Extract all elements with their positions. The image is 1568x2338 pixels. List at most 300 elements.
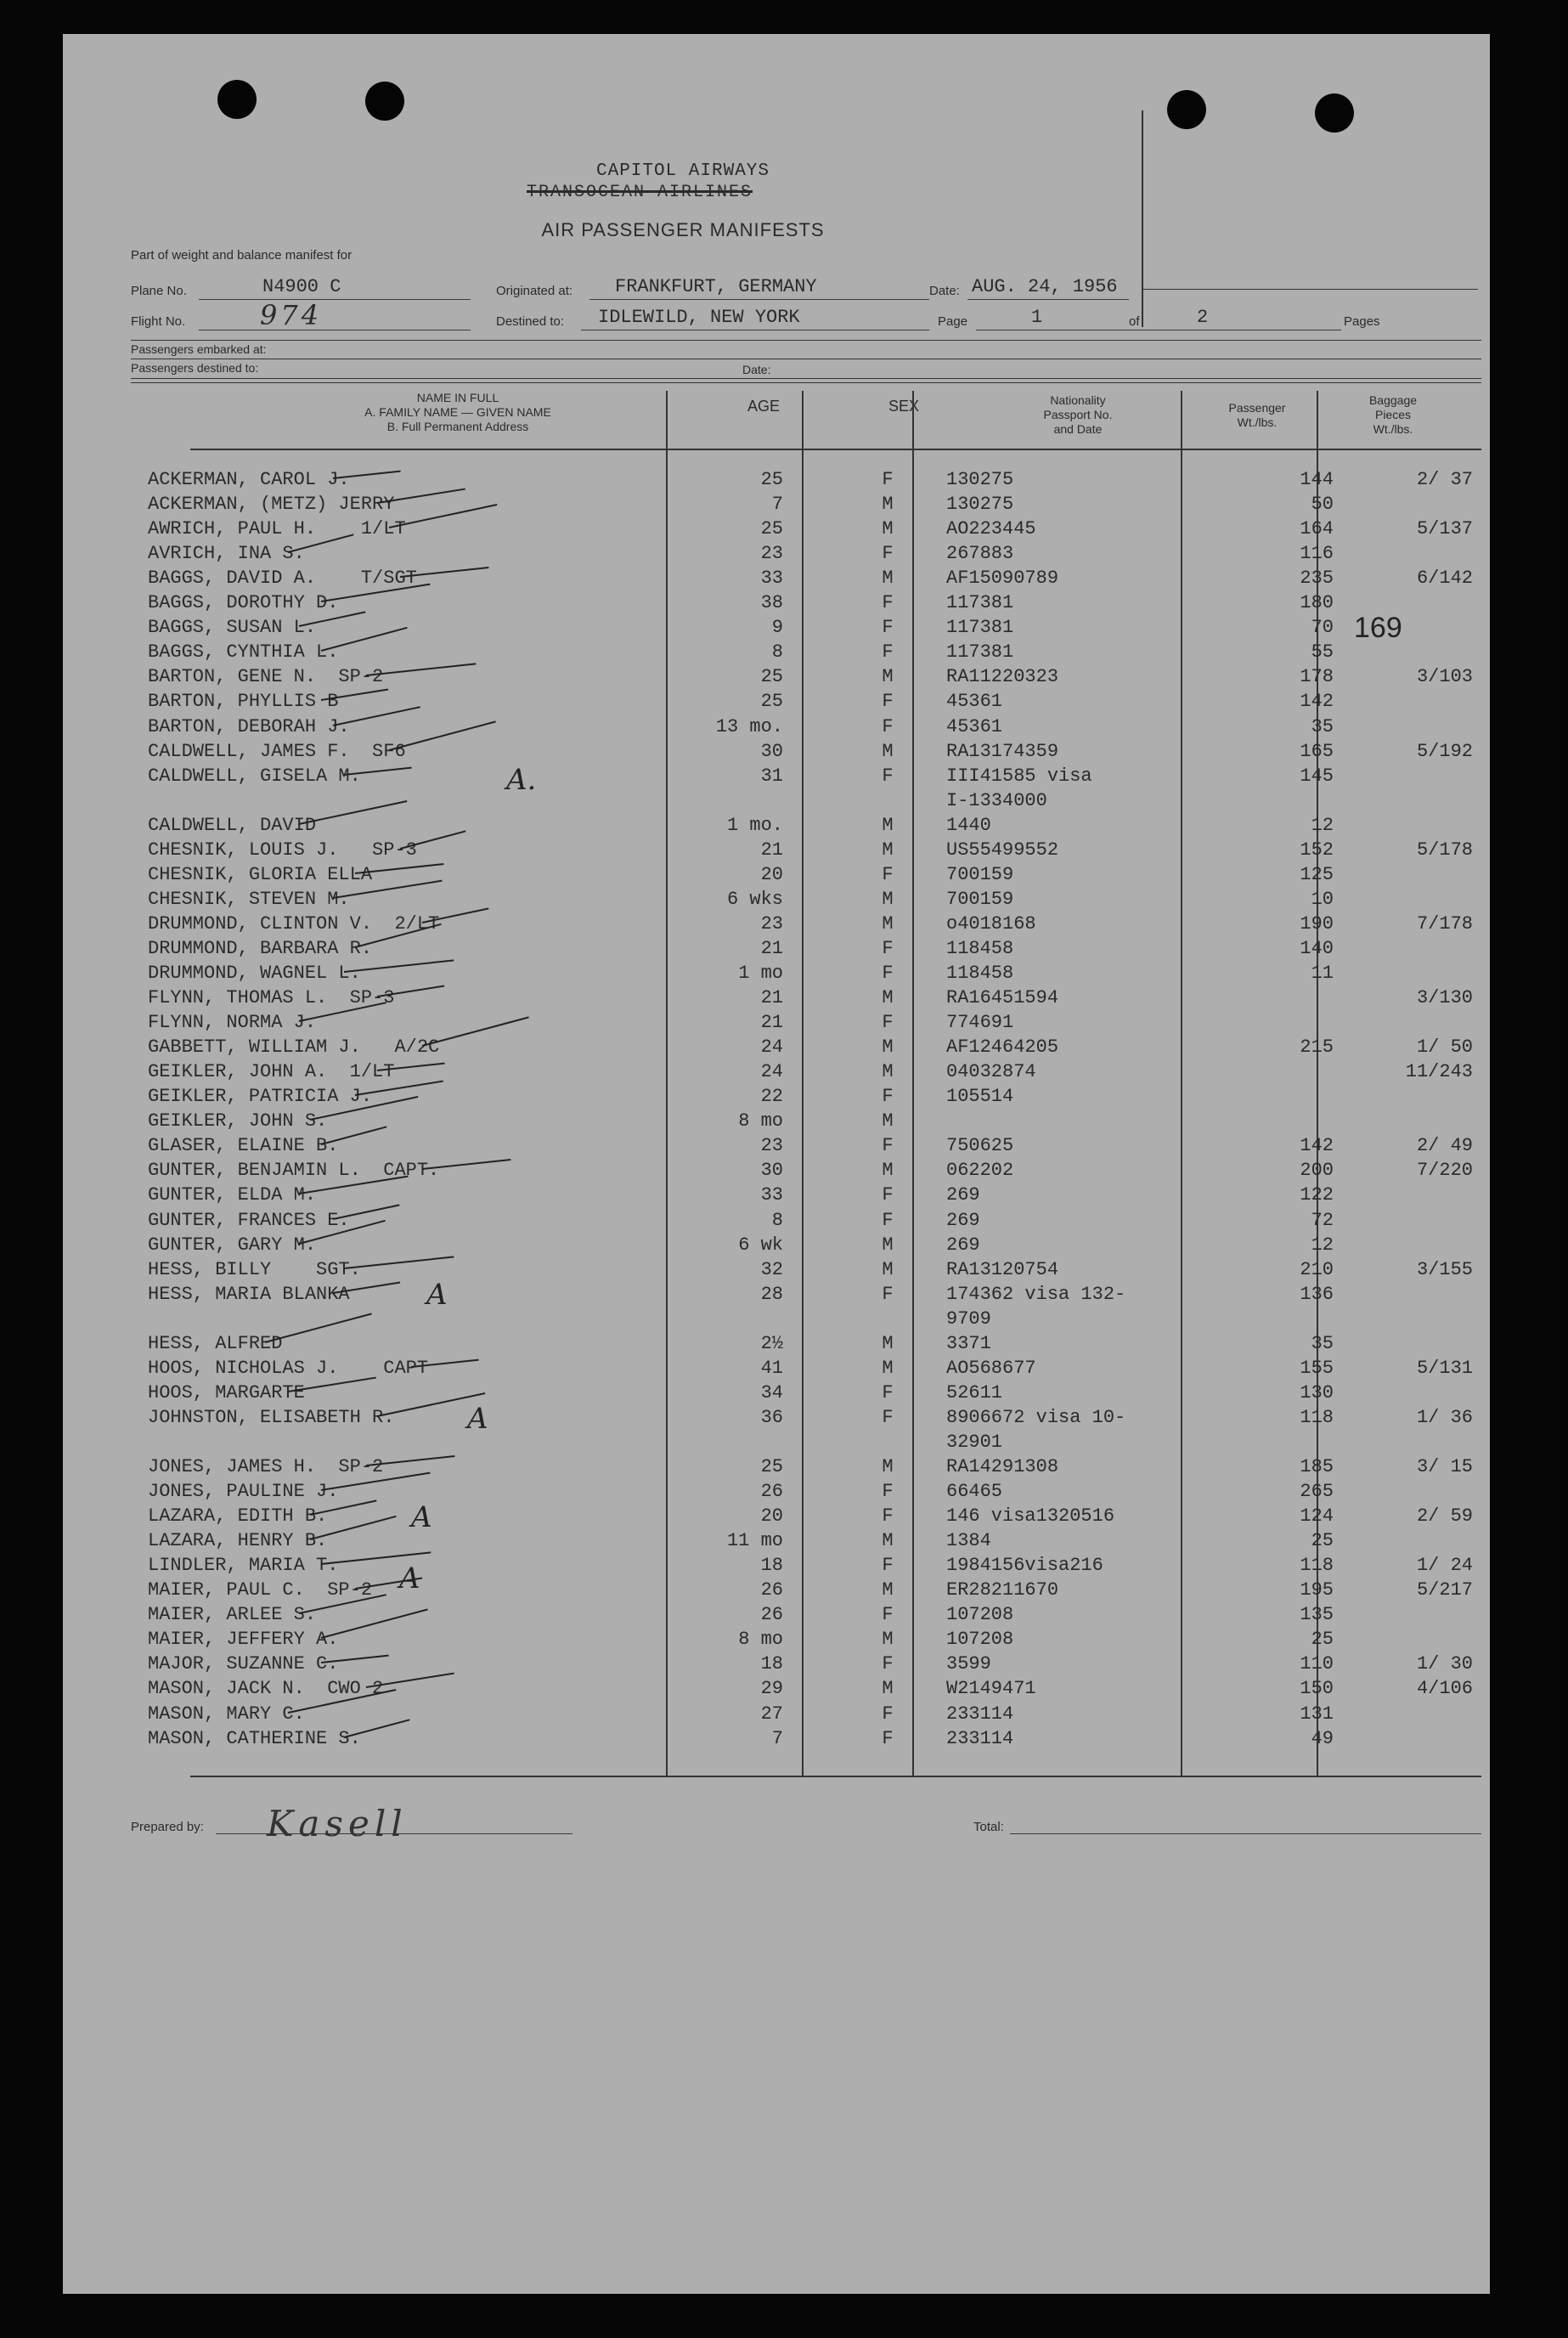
- plane-label: Plane No.: [131, 284, 187, 298]
- table-row: [63, 1456, 1490, 1481]
- passenger-name: CALDWELL, DAVID: [148, 814, 317, 836]
- passenger-passport: 118458: [946, 937, 1014, 959]
- passenger-name: GEIKLER, PATRICIA J.: [148, 1086, 373, 1108]
- passenger-passport: 107208: [946, 1629, 1014, 1651]
- table-row: [63, 568, 1490, 592]
- plane-underline: [199, 299, 471, 300]
- passenger-name: ACKERMAN, (METZ) JERRY: [148, 494, 395, 516]
- handwritten-mark-a: A: [467, 1402, 488, 1436]
- passenger-sex: F: [882, 963, 894, 984]
- passenger-passport: 04032874: [946, 1061, 1036, 1083]
- passenger-baggage: 5/131: [1416, 1357, 1473, 1379]
- passenger-passport: 267883: [946, 543, 1014, 565]
- passenger-age: 29: [760, 1678, 783, 1700]
- passenger-weight: 12: [1311, 814, 1334, 836]
- table-bottom-rule: [190, 1776, 1481, 1777]
- passenger-sex: F: [882, 469, 894, 490]
- passenger-weight: 178: [1300, 666, 1334, 688]
- manifest-page: [63, 34, 1490, 2294]
- passenger-sex: M: [882, 1061, 894, 1083]
- table-row: [63, 1728, 1490, 1753]
- passenger-baggage: 11/243: [1405, 1061, 1473, 1083]
- passenger-weight: 118: [1300, 1555, 1334, 1577]
- col-baggage-line2: Pieces: [1374, 408, 1412, 421]
- passenger-name: GUNTER, ELDA M.: [148, 1184, 317, 1206]
- table-row: [63, 1530, 1490, 1555]
- date2-label: Date:: [742, 363, 771, 376]
- passenger-age: 30: [760, 740, 783, 762]
- handwritten-mark-a: A.: [506, 763, 537, 797]
- table-row: [63, 1210, 1490, 1234]
- passenger-name: MAIER, PAUL C. SP-2: [148, 1579, 373, 1601]
- date-label: Date:: [929, 284, 960, 298]
- passenger-baggage: 2/ 49: [1416, 1135, 1473, 1157]
- passenger-age: 8: [771, 641, 783, 664]
- passenger-sex: F: [882, 691, 894, 713]
- table-row: [63, 1086, 1490, 1110]
- passenger-weight: 125: [1300, 863, 1334, 885]
- passenger-name: CALDWELL, GISELA M.: [148, 765, 361, 787]
- destined-label: Destined to:: [496, 314, 565, 329]
- passenger-name: BARTON, PHYLLIS B: [148, 691, 339, 713]
- passenger-passport: III41585 visa: [946, 765, 1092, 787]
- passenger-passport: RA11220323: [946, 666, 1059, 688]
- passenger-sex: M: [882, 1234, 894, 1256]
- table-row: [63, 1259, 1490, 1284]
- table-row: [63, 1358, 1490, 1382]
- passenger-age: 28: [760, 1283, 783, 1305]
- table-row: [63, 1481, 1490, 1505]
- passenger-baggage: 5/217: [1416, 1579, 1473, 1601]
- passenger-age: 18: [760, 1653, 783, 1675]
- passenger-name: GEIKLER, JOHN A. 1/LT: [148, 1061, 395, 1083]
- passenger-name: HOOS, MARGARTE: [148, 1381, 305, 1403]
- passenger-name: HESS, MARIA BLANKA: [148, 1283, 350, 1305]
- passenger-age: 25: [760, 666, 783, 688]
- form-title: AIR PASSENGER MANIFESTS: [541, 219, 825, 240]
- table-row: [63, 1284, 1490, 1308]
- passenger-age: 23: [760, 1135, 783, 1157]
- table-row: [63, 1629, 1490, 1653]
- passenger-age: 30: [760, 1160, 783, 1182]
- passenger-sex: F: [882, 1505, 894, 1528]
- passenger-weight: 144: [1300, 469, 1334, 490]
- passenger-passport: RA13120754: [946, 1258, 1059, 1280]
- passenger-age: 25: [760, 691, 783, 713]
- passenger-age: 34: [760, 1381, 783, 1403]
- passenger-name: ACKERMAN, CAROL J.: [148, 469, 350, 490]
- passenger-weight: 265: [1300, 1481, 1334, 1503]
- passenger-name: BARTON, DEBORAH J.: [148, 715, 350, 737]
- passenger-name: LAZARA, EDITH B.: [148, 1505, 328, 1528]
- passenger-age: 24: [760, 1036, 783, 1059]
- passenger-passport: 062202: [946, 1160, 1014, 1182]
- passenger-weight: 25: [1311, 1629, 1334, 1651]
- passenger-age: 23: [760, 912, 783, 935]
- table-row: [63, 469, 1490, 494]
- passenger-sex: M: [882, 1332, 894, 1354]
- date-underline: [967, 299, 1129, 300]
- passenger-baggage: 2/ 59: [1416, 1505, 1473, 1528]
- airline-name: CAPITOL AIRWAYS: [595, 161, 770, 181]
- passenger-name: MASON, MARY C.: [148, 1703, 305, 1725]
- passenger-age: 21: [760, 839, 783, 861]
- passenger-age: 36: [760, 1406, 783, 1428]
- passenger-sex: F: [882, 1283, 894, 1305]
- passenger-name: HOOS, NICHOLAS J. CAPT: [148, 1357, 429, 1379]
- passenger-sex: M: [882, 1579, 894, 1601]
- passenger-sex: M: [882, 888, 894, 910]
- table-row: [63, 1579, 1490, 1604]
- passenger-weight: 155: [1300, 1357, 1334, 1379]
- passenger-name: GABBETT, WILLIAM J. A/2C: [148, 1036, 440, 1059]
- passenger-baggage: 5/178: [1416, 839, 1473, 861]
- passenger-sex: M: [882, 1530, 894, 1552]
- col-weight-line1: Passenger: [1228, 401, 1286, 415]
- table-row: [63, 741, 1490, 765]
- passenger-age: 23: [760, 543, 783, 565]
- passenger-weight: 135: [1300, 1604, 1334, 1626]
- passenger-sex: F: [882, 937, 894, 959]
- passenger-weight: 110: [1300, 1653, 1334, 1675]
- passenger-passport: 233114: [946, 1727, 1014, 1749]
- header-box-bottom: [1142, 289, 1478, 290]
- passenger-age: 41: [760, 1357, 783, 1379]
- passenger-weight: 49: [1311, 1727, 1334, 1749]
- passenger-weight: 200: [1300, 1160, 1334, 1182]
- table-row: [63, 518, 1490, 543]
- passenger-name: CHESNIK, GLORIA ELLA: [148, 863, 373, 885]
- rule: [131, 382, 1481, 383]
- passenger-sex: M: [882, 1036, 894, 1059]
- passenger-passport: 1984156visa216: [946, 1555, 1103, 1577]
- passenger-passport: RA13174359: [946, 740, 1059, 762]
- handwritten-mark-a: A: [426, 1278, 448, 1312]
- passenger-age: 20: [760, 1505, 783, 1528]
- passenger-passport: 118458: [946, 963, 1014, 984]
- passenger-sex: F: [882, 641, 894, 664]
- passenger-baggage: 3/155: [1416, 1258, 1473, 1280]
- passenger-sex: F: [882, 1086, 894, 1108]
- passenger-name: BAGGS, DOROTHY D.: [148, 592, 339, 614]
- handwritten-mark-a: A: [399, 1561, 420, 1595]
- passenger-sex: M: [882, 1110, 894, 1132]
- passenger-baggage: 7/178: [1416, 912, 1473, 935]
- preparer-signature: Kasell: [267, 1803, 408, 1844]
- col-passport-line3: and Date: [1053, 422, 1103, 436]
- passenger-age: 26: [760, 1604, 783, 1626]
- passenger-weight: 11: [1311, 963, 1334, 984]
- stamp-number: 169: [1354, 612, 1402, 644]
- passenger-sex: F: [882, 1555, 894, 1577]
- punch-hole: [365, 82, 404, 121]
- table-row: [63, 1061, 1490, 1086]
- passenger-passport: 3371: [946, 1332, 991, 1354]
- col-name-line2: A. FAMILY NAME — GIVEN NAME: [364, 405, 551, 419]
- passenger-name: JOHNSTON, ELISABETH R.: [148, 1406, 395, 1428]
- originated-label: Originated at:: [496, 284, 573, 298]
- part-of-label: Part of weight and balance manifest for: [131, 248, 353, 263]
- passenger-sex: M: [882, 912, 894, 935]
- airline-name-struck: TRANSOCEAN AIRLINES: [527, 183, 753, 202]
- of-label: of: [1129, 314, 1140, 329]
- passenger-baggage: 3/130: [1416, 987, 1473, 1009]
- col-name-line3: B. Full Permanent Address: [386, 420, 529, 433]
- col-name-line1: NAME IN FULL: [416, 391, 499, 404]
- passenger-name: HESS, BILLY SGT.: [148, 1258, 361, 1280]
- table-row: [63, 1703, 1490, 1728]
- col-baggage-line3: Wt./lbs.: [1373, 422, 1413, 436]
- header-bottom-rule: [190, 449, 1481, 450]
- total-label: Total:: [973, 1820, 1004, 1834]
- table-row: [63, 1234, 1490, 1259]
- passenger-weight: 140: [1300, 937, 1334, 959]
- passenger-passport: ER28211670: [946, 1579, 1059, 1601]
- passenger-passport: 52611: [946, 1381, 1003, 1403]
- table-row: [63, 1110, 1490, 1135]
- passenger-age: 21: [760, 937, 783, 959]
- passenger-name: FLYNN, THOMAS L. SP-3: [148, 987, 395, 1009]
- passenger-name: GUNTER, GARY M.: [148, 1234, 317, 1256]
- passenger-passport: W2149471: [946, 1678, 1036, 1700]
- passenger-age: 8 mo: [738, 1629, 783, 1651]
- passenger-weight: 35: [1311, 1332, 1334, 1354]
- table-row: [63, 1555, 1490, 1579]
- table-row: [63, 1604, 1490, 1629]
- passenger-sex: F: [882, 1604, 894, 1626]
- passenger-weight: 130: [1300, 1381, 1334, 1403]
- passenger-age: 33: [760, 568, 783, 590]
- flight-label: Flight No.: [131, 314, 186, 329]
- passenger-passport: AO568677: [946, 1357, 1036, 1379]
- passenger-weight: 180: [1300, 592, 1334, 614]
- punch-hole: [217, 80, 257, 119]
- passenger-age: 25: [760, 518, 783, 540]
- passenger-passport: 117381: [946, 592, 1014, 614]
- passenger-passport: 8906672 visa 10-: [946, 1406, 1126, 1428]
- passenger-age: 13 mo.: [715, 715, 783, 737]
- passenger-name: GLASER, ELAINE B.: [148, 1135, 339, 1157]
- table-row: [63, 1432, 1490, 1456]
- passenger-baggage: 1/ 50: [1416, 1036, 1473, 1059]
- passenger-sex: M: [882, 494, 894, 516]
- passenger-sex: F: [882, 1381, 894, 1403]
- table-row: [63, 839, 1490, 864]
- passenger-passport: 130275: [946, 469, 1014, 490]
- table-row: [63, 1036, 1490, 1061]
- col-age-label: AGE: [747, 398, 780, 415]
- passenger-passport: 700159: [946, 888, 1014, 910]
- passenger-passport: 774691: [946, 1012, 1014, 1034]
- passenger-baggage: 1/ 24: [1416, 1555, 1473, 1577]
- passenger-weight: 145: [1300, 765, 1334, 787]
- passenger-sex: F: [882, 1184, 894, 1206]
- passenger-sex: M: [882, 1258, 894, 1280]
- passenger-age: 1 mo.: [726, 814, 783, 836]
- passenger-baggage: 7/220: [1416, 1160, 1473, 1182]
- passenger-age: 33: [760, 1184, 783, 1206]
- passenger-weight: 195: [1300, 1579, 1334, 1601]
- passenger-weight: 185: [1300, 1456, 1334, 1477]
- passenger-weight: 50: [1311, 494, 1334, 516]
- passenger-weight: 35: [1311, 715, 1334, 737]
- passenger-weight: 116: [1300, 543, 1334, 565]
- table-row: [63, 1184, 1490, 1209]
- page-value: 1: [1031, 307, 1043, 328]
- passenger-name: LINDLER, MARIA T.: [148, 1555, 339, 1577]
- passenger-baggage: 1/ 30: [1416, 1653, 1473, 1675]
- passenger-passport: 174362 visa 132-: [946, 1283, 1126, 1305]
- passenger-sex: F: [882, 1481, 894, 1503]
- col-passport-line2: Passport No.: [1043, 408, 1113, 421]
- table-row: [63, 617, 1490, 641]
- passenger-sex: M: [882, 1357, 894, 1379]
- passenger-age: 26: [760, 1481, 783, 1503]
- passenger-baggage: 5/137: [1416, 518, 1473, 540]
- passenger-sex: F: [882, 1012, 894, 1034]
- passenger-weight: 25: [1311, 1530, 1334, 1552]
- passenger-age: 27: [760, 1703, 783, 1725]
- passenger-passport: 107208: [946, 1604, 1014, 1626]
- column-header-baggage: [1325, 393, 1461, 437]
- passenger-name: GUNTER, FRANCES E.: [148, 1209, 350, 1231]
- col-sex-label: SEX: [888, 398, 920, 415]
- passenger-sex: M: [882, 666, 894, 688]
- passenger-age: 38: [760, 592, 783, 614]
- passenger-name: FLYNN, NORMA J.: [148, 1012, 317, 1034]
- passenger-sex: F: [882, 1406, 894, 1428]
- passenger-passport: AF12464205: [946, 1036, 1059, 1059]
- passenger-sex: F: [882, 543, 894, 565]
- passenger-age: 25: [760, 1456, 783, 1477]
- passenger-name: MAJOR, SUZANNE C.: [148, 1653, 339, 1675]
- passenger-age: 7: [771, 494, 783, 516]
- column-header-name: [216, 391, 700, 434]
- passenger-age: 7: [771, 1727, 783, 1749]
- passenger-name: DRUMMOND, WAGNEL L.: [148, 963, 361, 984]
- passenger-sex: M: [882, 1678, 894, 1700]
- passenger-name: CALDWELL, JAMES F. SF6: [148, 740, 406, 762]
- total-underline: [1010, 1833, 1481, 1834]
- passenger-passport: 750625: [946, 1135, 1014, 1157]
- passenger-age: 20: [760, 863, 783, 885]
- passenger-age: 8 mo: [738, 1110, 783, 1132]
- table-row: [63, 691, 1490, 715]
- date-value: AUG. 24, 1956: [972, 276, 1118, 297]
- table-row: [63, 790, 1490, 815]
- passenger-passport: 32901: [946, 1431, 1003, 1453]
- passenger-weight: 215: [1300, 1036, 1334, 1059]
- table-row: [63, 938, 1490, 963]
- passenger-name: MAIER, JEFFERY A.: [148, 1629, 339, 1651]
- passenger-passport: 9709: [946, 1307, 991, 1330]
- passenger-age: 8: [771, 1209, 783, 1231]
- passenger-name: DRUMMOND, CLINTON V. 2/LT: [148, 912, 440, 935]
- passenger-sex: M: [882, 987, 894, 1009]
- passenger-name: AWRICH, PAUL H. 1/LT: [148, 518, 406, 540]
- passenger-weight: 235: [1300, 568, 1334, 590]
- passenger-weight: 131: [1300, 1703, 1334, 1725]
- table-row: [63, 543, 1490, 568]
- passenger-baggage: 3/103: [1416, 666, 1473, 688]
- table-row: [63, 1135, 1490, 1160]
- passenger-name: LAZARA, HENRY B.: [148, 1530, 328, 1552]
- passenger-weight: 70: [1311, 617, 1334, 639]
- table-row: [63, 641, 1490, 666]
- passenger-age: 25: [760, 469, 783, 490]
- passenger-passport: o4018168: [946, 912, 1036, 935]
- passenger-weight: 164: [1300, 518, 1334, 540]
- passenger-age: 21: [760, 1012, 783, 1034]
- table-row: [63, 1308, 1490, 1333]
- passenger-passport: 45361: [946, 715, 1003, 737]
- table-row: [63, 987, 1490, 1012]
- passenger-sex: M: [882, 814, 894, 836]
- passenger-sex: M: [882, 1160, 894, 1182]
- passenger-name: BAGGS, SUSAN L.: [148, 617, 317, 639]
- table-row: [63, 1407, 1490, 1432]
- prepared-by-label: Prepared by:: [131, 1820, 204, 1834]
- passenger-passport: 1440: [946, 814, 991, 836]
- table-row: [63, 666, 1490, 691]
- passenger-name: JONES, PAULINE J.: [148, 1481, 339, 1503]
- passenger-weight: 122: [1300, 1184, 1334, 1206]
- passenger-age: 22: [760, 1086, 783, 1108]
- passenger-weight: 124: [1300, 1505, 1334, 1528]
- passenger-sex: M: [882, 518, 894, 540]
- pages-label: Pages: [1344, 314, 1380, 329]
- table-row: [63, 592, 1490, 617]
- passenger-age: 32: [760, 1258, 783, 1280]
- passenger-sex: M: [882, 839, 894, 861]
- passenger-passport: AF15090789: [946, 568, 1059, 590]
- passenger-weight: 118: [1300, 1406, 1334, 1428]
- passenger-sex: M: [882, 1629, 894, 1651]
- passenger-baggage: 3/ 15: [1416, 1456, 1473, 1477]
- originated-value: FRANKFURT, GERMANY: [615, 276, 817, 297]
- passenger-baggage: 1/ 36: [1416, 1406, 1473, 1428]
- passenger-name: DRUMMOND, BARBARA R.: [148, 937, 373, 959]
- passenger-name: MASON, CATHERINE S.: [148, 1727, 361, 1749]
- punch-hole: [1167, 90, 1206, 129]
- passenger-sex: F: [882, 715, 894, 737]
- col-baggage-line1: Baggage: [1368, 393, 1418, 407]
- page-label: Page: [938, 314, 968, 329]
- passenger-baggage: 6/142: [1416, 568, 1473, 590]
- table-row: [63, 1678, 1490, 1703]
- passenger-weight: 55: [1311, 641, 1334, 664]
- passenger-name: BAGGS, CYNTHIA L.: [148, 641, 339, 664]
- passenger-weight: 10: [1311, 888, 1334, 910]
- passenger-sex: F: [882, 1209, 894, 1231]
- table-row: [63, 716, 1490, 741]
- plane-value: N4900 C: [262, 276, 341, 297]
- table-row: [63, 1333, 1490, 1358]
- passenger-age: 2½: [760, 1332, 783, 1354]
- passenger-passport: 700159: [946, 863, 1014, 885]
- passenger-sex: F: [882, 1653, 894, 1675]
- passenger-age: 26: [760, 1579, 783, 1601]
- passenger-name: GUNTER, BENJAMIN L. CAPT.: [148, 1160, 440, 1182]
- rule: [131, 378, 1481, 379]
- passenger-passport: 105514: [946, 1086, 1014, 1108]
- passenger-passport: 45361: [946, 691, 1003, 713]
- table-row: [63, 494, 1490, 518]
- table-row: [63, 1012, 1490, 1036]
- passenger-age: 6 wk: [738, 1234, 783, 1256]
- handwritten-mark-a: A: [411, 1500, 432, 1534]
- col-passport-line1: Nationality: [1050, 393, 1106, 407]
